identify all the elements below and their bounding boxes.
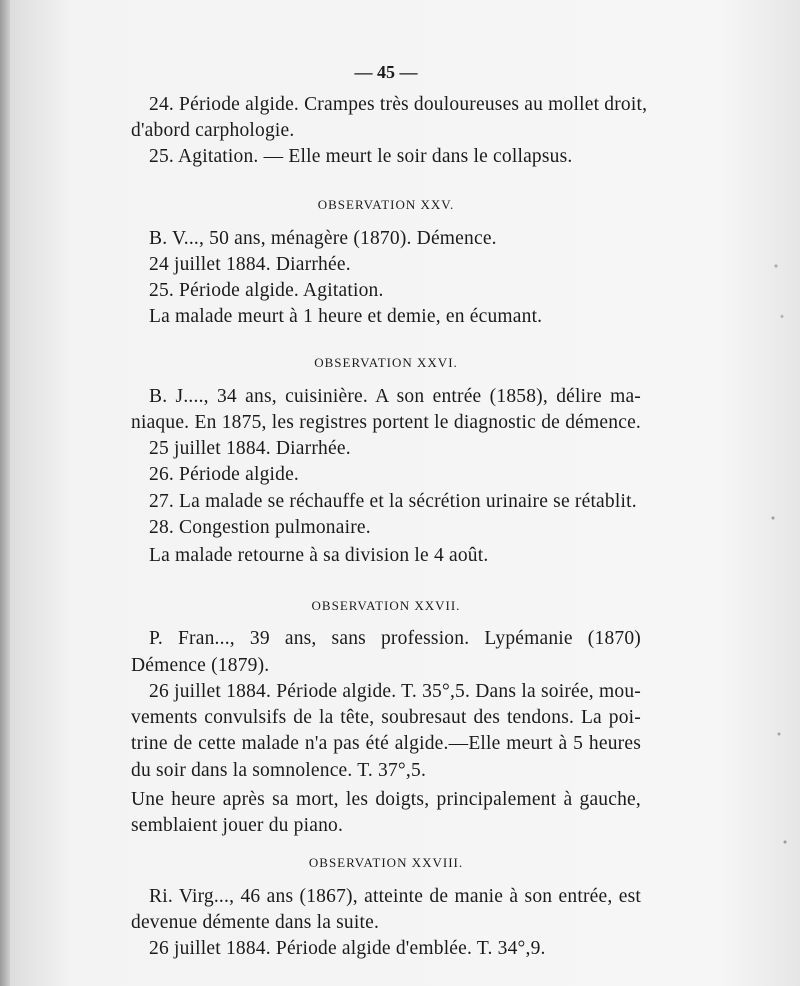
text-line: semblaient jouer du piano.	[131, 815, 344, 836]
text-line: niaque. En 1875, les registres portent le diagnostic de démence.	[131, 412, 641, 433]
text-line: trine de cette malade n'a pas été algide.—Elle meurt à 5 heures	[131, 733, 641, 754]
text-line: B. V..., 50 ans, ménagère (1870). Démence.	[149, 228, 497, 249]
text-line: 26. Période algide.	[149, 464, 300, 485]
section-heading: OBSERVATION XXVIII.	[308, 855, 464, 870]
text-line: P. Fran..., 39 ans, sans profession. Lypémanie (1870)	[149, 628, 641, 649]
page-number: — 45 —	[354, 62, 418, 82]
text-line: 28. Congestion pulmonaire.	[149, 517, 371, 538]
section-heading: OBSERVATION XXV.	[317, 197, 455, 212]
text-line: 24 juillet 1884. Diarrhée.	[149, 254, 351, 275]
section-heading: OBSERVATION XXVI.	[314, 355, 458, 370]
text-line: La malade meurt à 1 heure et demie, en écumant.	[149, 306, 543, 327]
text-line: Une heure après sa mort, les doigts, principalement à gauche,	[131, 789, 641, 810]
text-line: du soir dans la somnolence. T. 37°,5.	[131, 760, 427, 781]
text-line: 24. Période algide. Crampes très douloureuses au mollet droit,	[149, 94, 648, 115]
text-line: d'abord carphologie.	[131, 120, 295, 141]
text-line: 26 juillet 1884. Période algide d'emblée. T. 34°,9.	[149, 938, 546, 959]
text-line: 25. Agitation. — Elle meurt le soir dans le collapsus.	[149, 146, 573, 167]
text-line: vements convulsifs de la tête, soubresaut des tendons. La poi-	[131, 707, 641, 728]
page-edge-shadow	[0, 0, 10, 986]
margin-specks	[764, 230, 794, 950]
text-line: devenue démente dans la suite.	[131, 912, 380, 933]
text-line: 25. Période algide. Agitation.	[149, 280, 384, 301]
text-line: 26 juillet 1884. Période algide. T. 35°,5. Dans la soirée, mou-	[149, 681, 641, 702]
text-line: B. J...., 34 ans, cuisinière. A son entrée (1858), délire ma-	[149, 386, 641, 407]
text-line: La malade retourne à sa division le 4 août.	[149, 545, 489, 566]
text-line: 27. La malade se réchauffe et la sécrétion urinaire se rétablit.	[149, 491, 637, 512]
section-heading: OBSERVATION XXVII.	[311, 598, 461, 613]
text-line: Démence (1879).	[131, 655, 270, 676]
text-line: 25 juillet 1884. Diarrhée.	[149, 438, 351, 459]
text-line: Ri. Virg..., 46 ans (1867), atteinte de manie à son entrée, est	[149, 886, 641, 907]
